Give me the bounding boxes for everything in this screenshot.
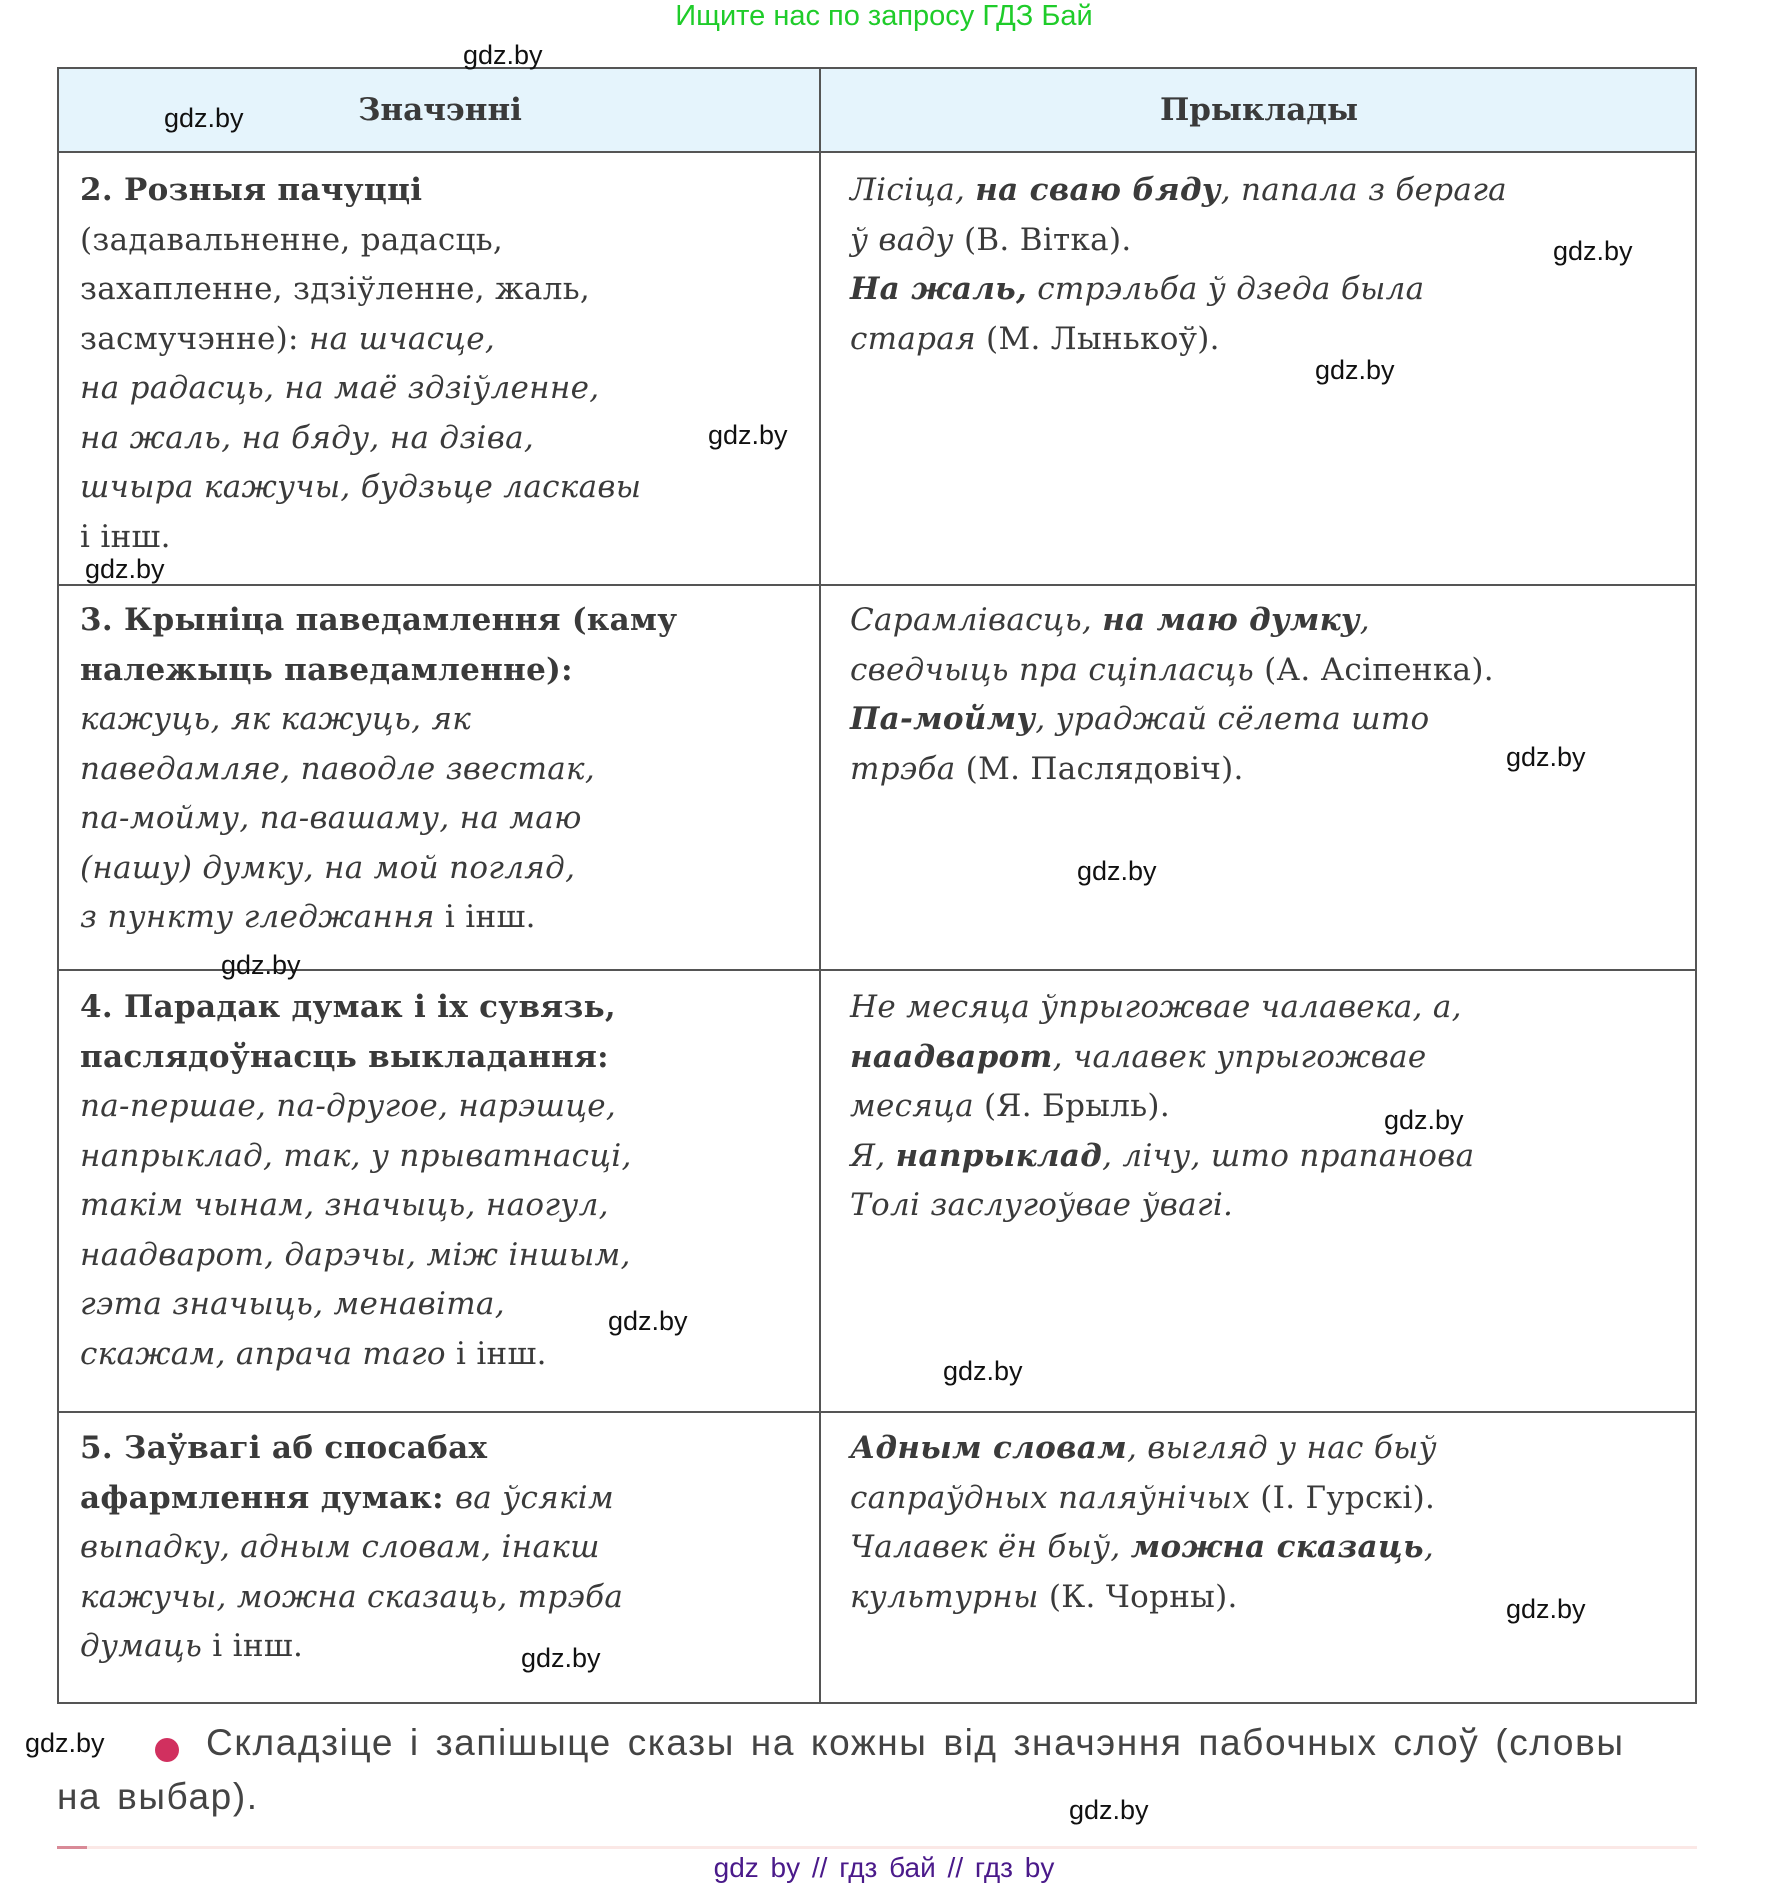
watermark: gdz.by <box>85 554 165 584</box>
header-examples: Прыклады <box>1159 92 1359 128</box>
watermark: gdz.by <box>1077 856 1157 886</box>
text-line: Толі заслугоўвае ўвагі. <box>850 1187 1234 1223</box>
text-line: выпадку, адным словам, інакш <box>80 1529 600 1565</box>
task-bullet-icon <box>155 1738 179 1762</box>
watermark: gdz.by <box>1553 236 1633 266</box>
footer-links: gdz by // гдз бай // гдз by <box>713 1852 1055 1883</box>
watermark: gdz.by <box>25 1728 105 1758</box>
search-banner: Ищите нас по запросу ГДЗ Бай <box>675 0 1093 32</box>
table-header-row <box>57 67 1697 153</box>
text-line: скажам, апрача таго і інш. <box>80 1335 547 1372</box>
text-line: культурны (К. Чорны). <box>850 1578 1238 1615</box>
column-divider <box>819 67 821 1704</box>
text-line: засмучэнне): на шчасце, <box>80 320 496 357</box>
text-line: па-першае, па-другое, нарэшце, <box>80 1088 617 1124</box>
watermark: gdz.by <box>1506 742 1586 772</box>
text-line: захапленне, здзіўленне, жаль, <box>80 271 591 307</box>
text-line: належыць паведамленне): <box>80 651 573 688</box>
watermark: gdz.by <box>1506 1594 1586 1624</box>
text-line: (задавальненне, радасць, <box>80 221 504 258</box>
watermark: gdz.by <box>608 1306 688 1336</box>
text-line: наадварот, чалавек упрыгожвае <box>850 1038 1427 1075</box>
watermark: gdz.by <box>1315 355 1395 385</box>
text-line: трэба (М. Паслядовіч). <box>850 750 1244 787</box>
watermark: gdz.by <box>164 103 244 133</box>
text-line: старая (М. Лынькоў). <box>850 320 1220 357</box>
text-line: месяца (Я. Брыль). <box>850 1088 1170 1124</box>
text-line: Лісіца, на сваю бяду, папала з берага <box>850 172 1507 208</box>
text-line: Па-мойму, ураджай сёлета што <box>850 701 1430 737</box>
text-line: Чалавек ён быў, можна сказаць, <box>850 1529 1435 1565</box>
text-line: гэта значыць, менавіта, <box>80 1286 505 1322</box>
watermark: gdz.by <box>521 1643 601 1673</box>
watermark: gdz.by <box>943 1356 1023 1386</box>
text-line: і інш. <box>80 518 171 555</box>
text-line: Я, напрыклад, лічу, што прапанова <box>850 1137 1475 1174</box>
text-line: шчыра кажучы, будзьце ласкавы <box>80 469 642 505</box>
row-1-meaning <box>80 166 810 562</box>
header-meanings: Значэнні <box>358 92 522 128</box>
row-divider <box>57 1411 1697 1413</box>
text-line: кажуць, як кажуць, як <box>80 701 472 737</box>
text-line: Сарамлівасць, на маю думку, <box>850 602 1370 638</box>
text-line: сведчыць пра сціпласць (А. Асіпенка). <box>850 651 1494 688</box>
text-line: ў ваду (В. Вітка). <box>850 221 1132 258</box>
row-4-examples <box>850 1424 1690 1622</box>
text-line: на жаль, на бяду, на дзіва, <box>80 419 535 456</box>
text-line: паведамляе, паводле звестак, <box>80 750 596 787</box>
row-divider <box>57 584 1697 586</box>
text-line: (нашу) думку, на мой погляд, <box>80 849 576 886</box>
text-line: На жаль, стрэльба ў дзеда была <box>850 271 1425 307</box>
text-line: афармлення думак: ва ўсякім <box>80 1479 615 1516</box>
row-divider <box>57 969 1697 971</box>
text-line: напрыклад, так, у прыватнасці, <box>80 1137 632 1174</box>
row-4-meaning <box>80 1424 810 1672</box>
text-line: наадварот, дарэчы, між іншым, <box>80 1236 631 1273</box>
watermark: gdz.by <box>463 40 543 70</box>
text-line: з пункту гледжання і інш. <box>80 899 536 935</box>
text-line: па-мойму, па-вашаму, на маю <box>80 800 582 836</box>
task-text-line-2: на выбар). <box>57 1776 259 1817</box>
text-line: Адным словам, выгляд у нас быў <box>850 1430 1437 1466</box>
text-line: 5. Заўвагі аб спосабах <box>80 1430 488 1466</box>
text-line: Не месяца ўпрыгожвае чалавека, а, <box>850 989 1462 1025</box>
watermark: gdz.by <box>1069 1795 1149 1825</box>
row-2-meaning <box>80 596 810 943</box>
row-3-meaning <box>80 983 810 1379</box>
watermark: gdz.by <box>708 420 788 450</box>
text-line: на радасць, на маё здзіўленне, <box>80 370 600 406</box>
text-line: 3. Крыніца паведамлення (каму <box>80 602 678 638</box>
task-text-line-1: Складзіце і запішыце сказы на кожны від значэння пабочных слоў (словы <box>206 1722 1625 1763</box>
text-line: 4. Парадак думак і іх сувязь, <box>80 989 617 1025</box>
row-3-examples <box>850 983 1690 1231</box>
text-line: паслядоўнасць выкладання: <box>80 1038 609 1075</box>
text-line: такім чынам, значыць, наогул, <box>80 1187 609 1223</box>
text-line: сапраўдных паляўнічых (І. Гурскі). <box>850 1479 1436 1516</box>
text-line: думаць і інш. <box>80 1628 304 1664</box>
text-line: кажучы, можна сказаць, трэба <box>80 1578 624 1615</box>
text-line: 2. Розныя пачуцці <box>80 172 423 208</box>
watermark: gdz.by <box>221 950 301 980</box>
watermark: gdz.by <box>1384 1105 1464 1135</box>
